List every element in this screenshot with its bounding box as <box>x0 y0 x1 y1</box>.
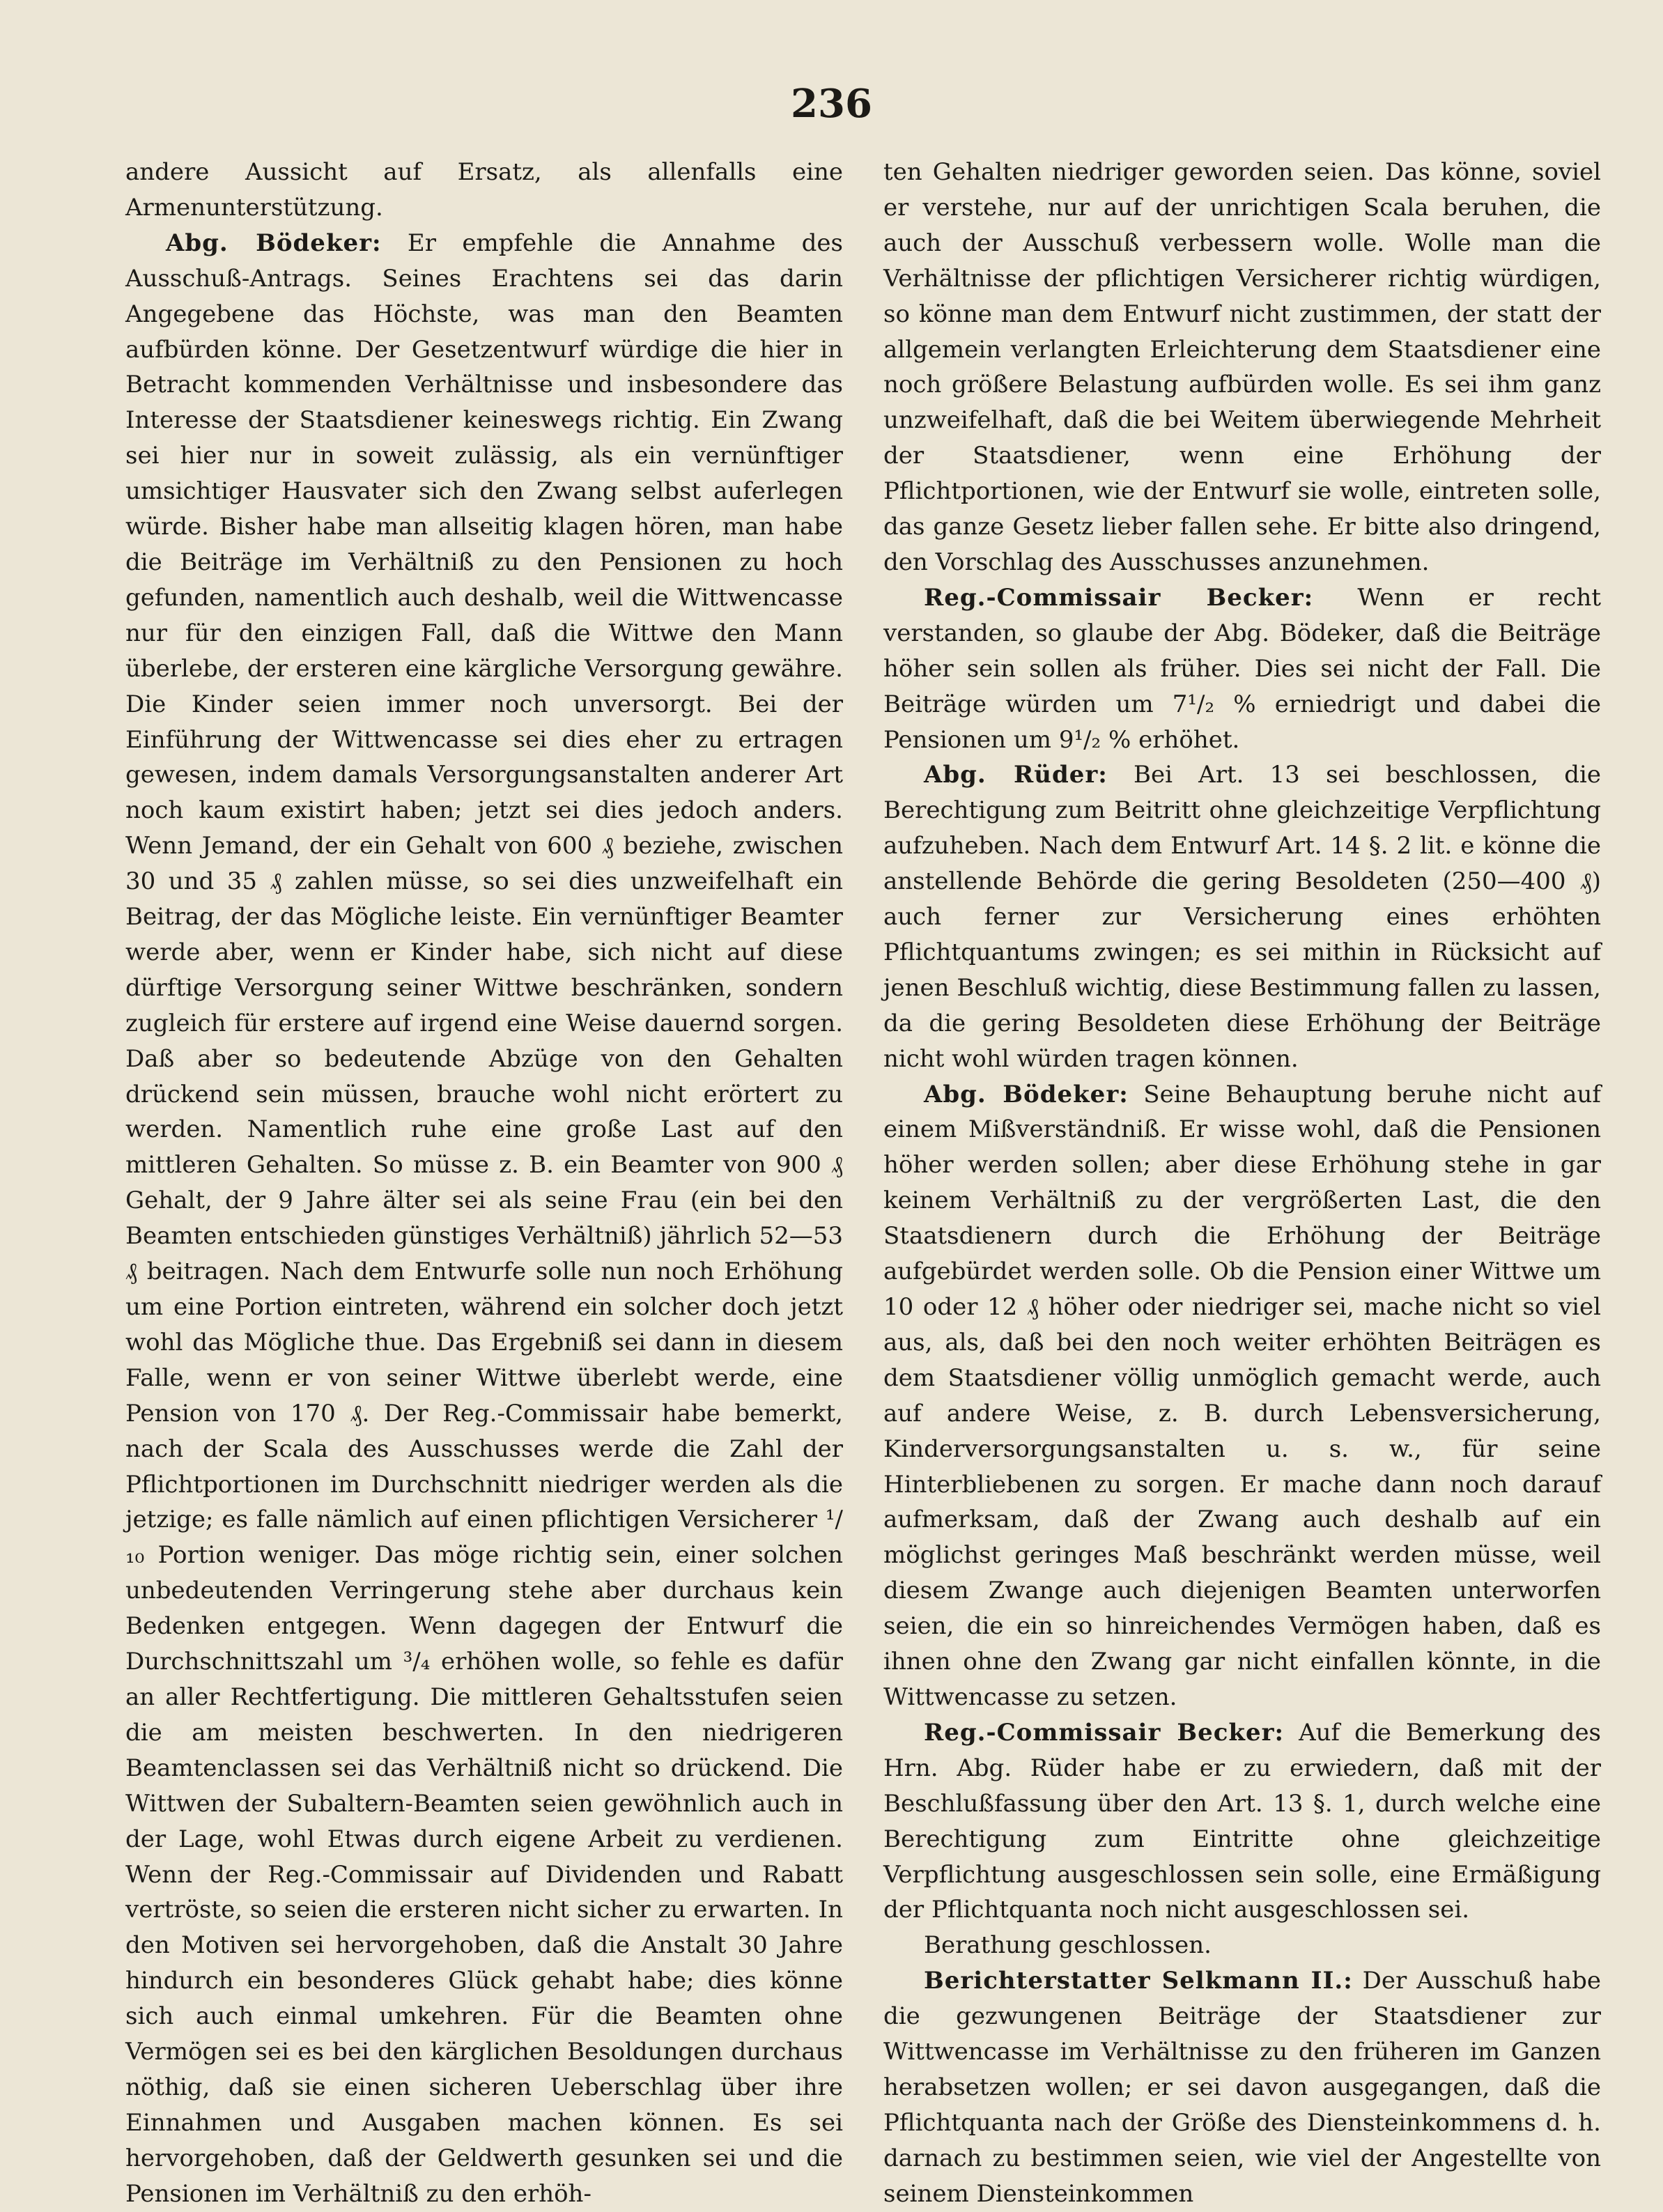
paragraph <box>125 226 843 2212</box>
paragraph <box>883 757 1601 1076</box>
paragraph-text: Seine Behauptung beruhe nicht auf einem Mißverständniß. Er wisse wohl, daß die Pensionen höher werden sollen; aber diese Erhöhung stehe in gar keinem Verhältniß zu der vergrößerten Last, die den Staatsdienern durch die Erhöhung der Beiträge aufgebürdet werden solle. Ob die Pension einer Wittwe um 10 oder 12 ₰ höher oder niedriger sei, mache nicht so viel aus, als, daß bei den noch weiter erhöhten Beiträgen es dem Staatsdiener völlig unmöglich gemacht werde, auch auf andere Weise, z. B. durch Lebensversicherung, Kinderversorgungsanstalten u. s. w., für seine Hinterbliebenen zu sorgen. Er mache dann noch darauf aufmerksam, daß der Zwang auch deshalb auf ein möglichst geringes Maß beschränkt werden müsse, weil diesem Zwange auch diejenigen Beamten unterworfen seien, die ein so hinreichendes Vermögen haben, daß es ihnen ohne den Zwang gar nicht einfallen könnte, in die Wittwencasse zu setzen. <box>883 1080 1601 1711</box>
speaker-name: Abg. Bödeker: <box>166 229 382 257</box>
paragraph <box>883 1928 1601 1963</box>
paragraph <box>883 580 1601 758</box>
speaker-name: Abg. Bödeker: <box>924 1080 1129 1108</box>
paragraph-text: ten Gehalten niedriger geworden seien. Das könne, soviel er verstehe, nur auf der unrichtigen Scala beruhen, die auch der Ausschuß verbessern wolle. Wolle man die Verhältnisse der pflichtigen Versicherer richtig würdigen, so könne man dem Entwurf nicht zustimmen, der statt der allgemein verlangten Erleichterung dem Staatsdiener eine noch größere Belastung aufbürden wolle. Es sei ihm ganz unzweifelhaft, daß die bei Weitem überwiegende Mehrheit der Staatsdiener, wenn eine Erhöhung der Pflichtportionen, wie der Entwurf sie wolle, eintreten solle, das ganze Gesetz lieber fallen sehe. Er bitte also dringend, den Vorschlag des Ausschusses anzunehmen. <box>883 158 1601 576</box>
paragraph <box>883 1715 1601 1928</box>
page-number: 236 <box>791 81 872 127</box>
paragraph-text: Bei Art. 13 sei beschlossen, die Berechtigung zum Beitritt ohne gleichzeitige Verpflichtung aufzuheben. Nach dem Entwurf Art. 14 §. 2 lit. e könne die anstellende Behörde die gering Besoldeten (250—400 ₰) auch ferner zur Versicherung eines erhöhten Pflichtquantums zwingen; es sei mithin in Rücksicht auf jenen Beschluß wichtig, diese Bestimmung fallen zu lassen, da die gering Besoldeten diese Erhöhung der Beiträge nicht wohl würden tragen können. <box>883 761 1601 1073</box>
paragraph-text: Er empfehle die Annahme des Ausschuß-Antrags. Seines Erachtens sei das darin Angegebene das Höchste, was man den Beamten aufbürden könne. Der Gesetzentwurf würdige die hier in Betracht kommenden Verhältnisse und insbesondere das Interesse der Staatsdiener keineswegs richtig. Ein Zwang sei hier nur in soweit zulässig, als ein vernünftiger umsichtiger Hausvater sich den Zwang selbst auferlegen würde. Bisher habe man allseitig klagen hören, man habe die Beiträge im Verhältniß zu den Pensionen zu hoch gefunden, namentlich auch deshalb, weil die Wittwencasse nur für den einzigen Fall, daß die Wittwe den Mann überlebe, der ersteren eine kärgliche Versorgung gewähre. Die Kinder seien immer noch unversorgt. Bei der Einführung der Wittwencasse sei dies eher zu ertragen gewesen, indem damals Versorgungsanstalten anderer Art noch kaum existirt haben; jetzt sei dies jedoch anders. Wenn Jemand, der ein Gehalt von 600 ₰ beziehe, zwischen 30 und 35 ₰ zahlen müsse, so sei dies unzweifelhaft ein Beitrag, der das Mögliche leiste. Ein vernünftiger Beamter werde aber, wenn er Kinder habe, sich nicht auf diese dürftige Versorgung seiner Wittwe beschränken, sondern zugleich für erstere auf irgend eine Weise dauernd sorgen. Daß aber so bedeutende Abzüge von den Gehalten drückend sein müssen, brauche wohl nicht erörtert zu werden. Namentlich ruhe eine große Last auf den mittleren Gehalten. So müsse z. B. ein Beamter von 900 ₰ Gehalt, der 9 Jahre älter sei als seine Frau (ein bei den Beamten entschieden günstiges Verhältniß) jährlich 52—53 ₰ beitragen. Nach dem Entwurfe solle nun noch Erhöhung um eine Portion eintreten, während ein solcher doch jetzt wohl das Mögliche thue. Das Ergebniß sei dann in diesem Falle, wenn er von seiner Wittwe überlebt werde, eine Pension von 170 ₰. Der Reg.-Commissair habe bemerkt, nach der Scala des Ausschusses werde die Zahl der Pflichtportionen im Durchschnitt niedriger werden als die jetzige; es falle nämlich auf einen pflichtigen Versicherer ¹/₁₀ Portion weniger. Das möge richtig sein, einer solchen unbedeutenden Verringerung stehe aber durchaus kein Bedenken entgegen. Wenn dagegen der Entwurf die Durchschnittszahl um ³/₄ erhöhen wolle, so fehle es dafür an aller Rechtfertigung. Die mittleren Gehaltsstufen seien die am meisten beschwerten. In den niedrigeren Beamtenclassen sei das Verhältniß nicht so drückend. Die Wittwen der Subaltern-Beamten seien gewöhnlich auch in der Lage, wohl Etwas durch eigene Arbeit zu verdienen. Wenn der Reg.-Commissair auf Dividenden und Rabatt vertröste, so seien die ersteren nicht sicher zu erwarten. In den Motiven sei hervorgehoben, daß die Anstalt 30 Jahre hindurch ein besonderes Glück gehabt habe; dies könne sich auch einmal umkehren. Für die Beamten ohne Vermögen sei es bei den kärglichen Besoldungen durchaus nöthig, daß sie einen sicheren Ueberschlag über ihre Einnahmen und Ausgaben machen können. Es sei hervorgehoben, daß der Geldwerth gesunken sei und die Pensionen im Verhältniß zu den erhöh- <box>125 229 843 2208</box>
paragraph <box>883 155 1601 580</box>
right-column <box>883 155 1601 2212</box>
paragraph-text: Wenn er recht verstanden, so glaube der Abg. Bödeker, daß die Beiträge höher sein sollen als früher. Dies sei nicht der Fall. Die Beiträge würden um 7¹/₂ % erniedrigt und dabei die Pensionen um 9¹/₂ % erhöhet. <box>883 583 1602 754</box>
paragraph-text: Berathung geschlossen. <box>924 1931 1212 1960</box>
paragraph-text: Auf die Bemerkung des Hrn. Abg. Rüder habe er zu erwiedern, daß mit der Beschlußfassung über den Art. 13 §. 1, durch welche eine Berechtigung zum Eintritte ohne gleichzeitige Verpflichtung ausgeschlossen sein solle, eine Ermäßigung der Pflichtquanta noch nicht ausgeschlossen sei. <box>883 1718 1602 1924</box>
paragraph <box>883 1077 1601 1715</box>
paragraph <box>883 1963 1601 2211</box>
speaker-name: Abg. Rüder: <box>924 761 1108 789</box>
speaker-name: Berichterstatter Selkmann II.: <box>924 1967 1353 1995</box>
paragraph-text: Der Ausschuß habe die gezwungenen Beiträge der Staatsdiener zur Wittwencasse im Verhältnisse zu den früheren im Ganzen herabsetzen wollen; er sei davon ausgegangen, daß die Pflichtquanta nach der Größe des Diensteinkommens d. h. darnach zu bestimmen seien, wie viel der Angestellte von seinem Diensteinkommen <box>883 1967 1601 2208</box>
speaker-name: Reg.-Commissair Becker: <box>924 583 1314 612</box>
paragraph <box>125 155 843 226</box>
speaker-name: Reg.-Commissair Becker: <box>924 1718 1285 1747</box>
left-column <box>125 155 843 2212</box>
paragraph-text: andere Aussicht auf Ersatz, als allenfalls eine Armenunterstützung. <box>125 158 843 222</box>
